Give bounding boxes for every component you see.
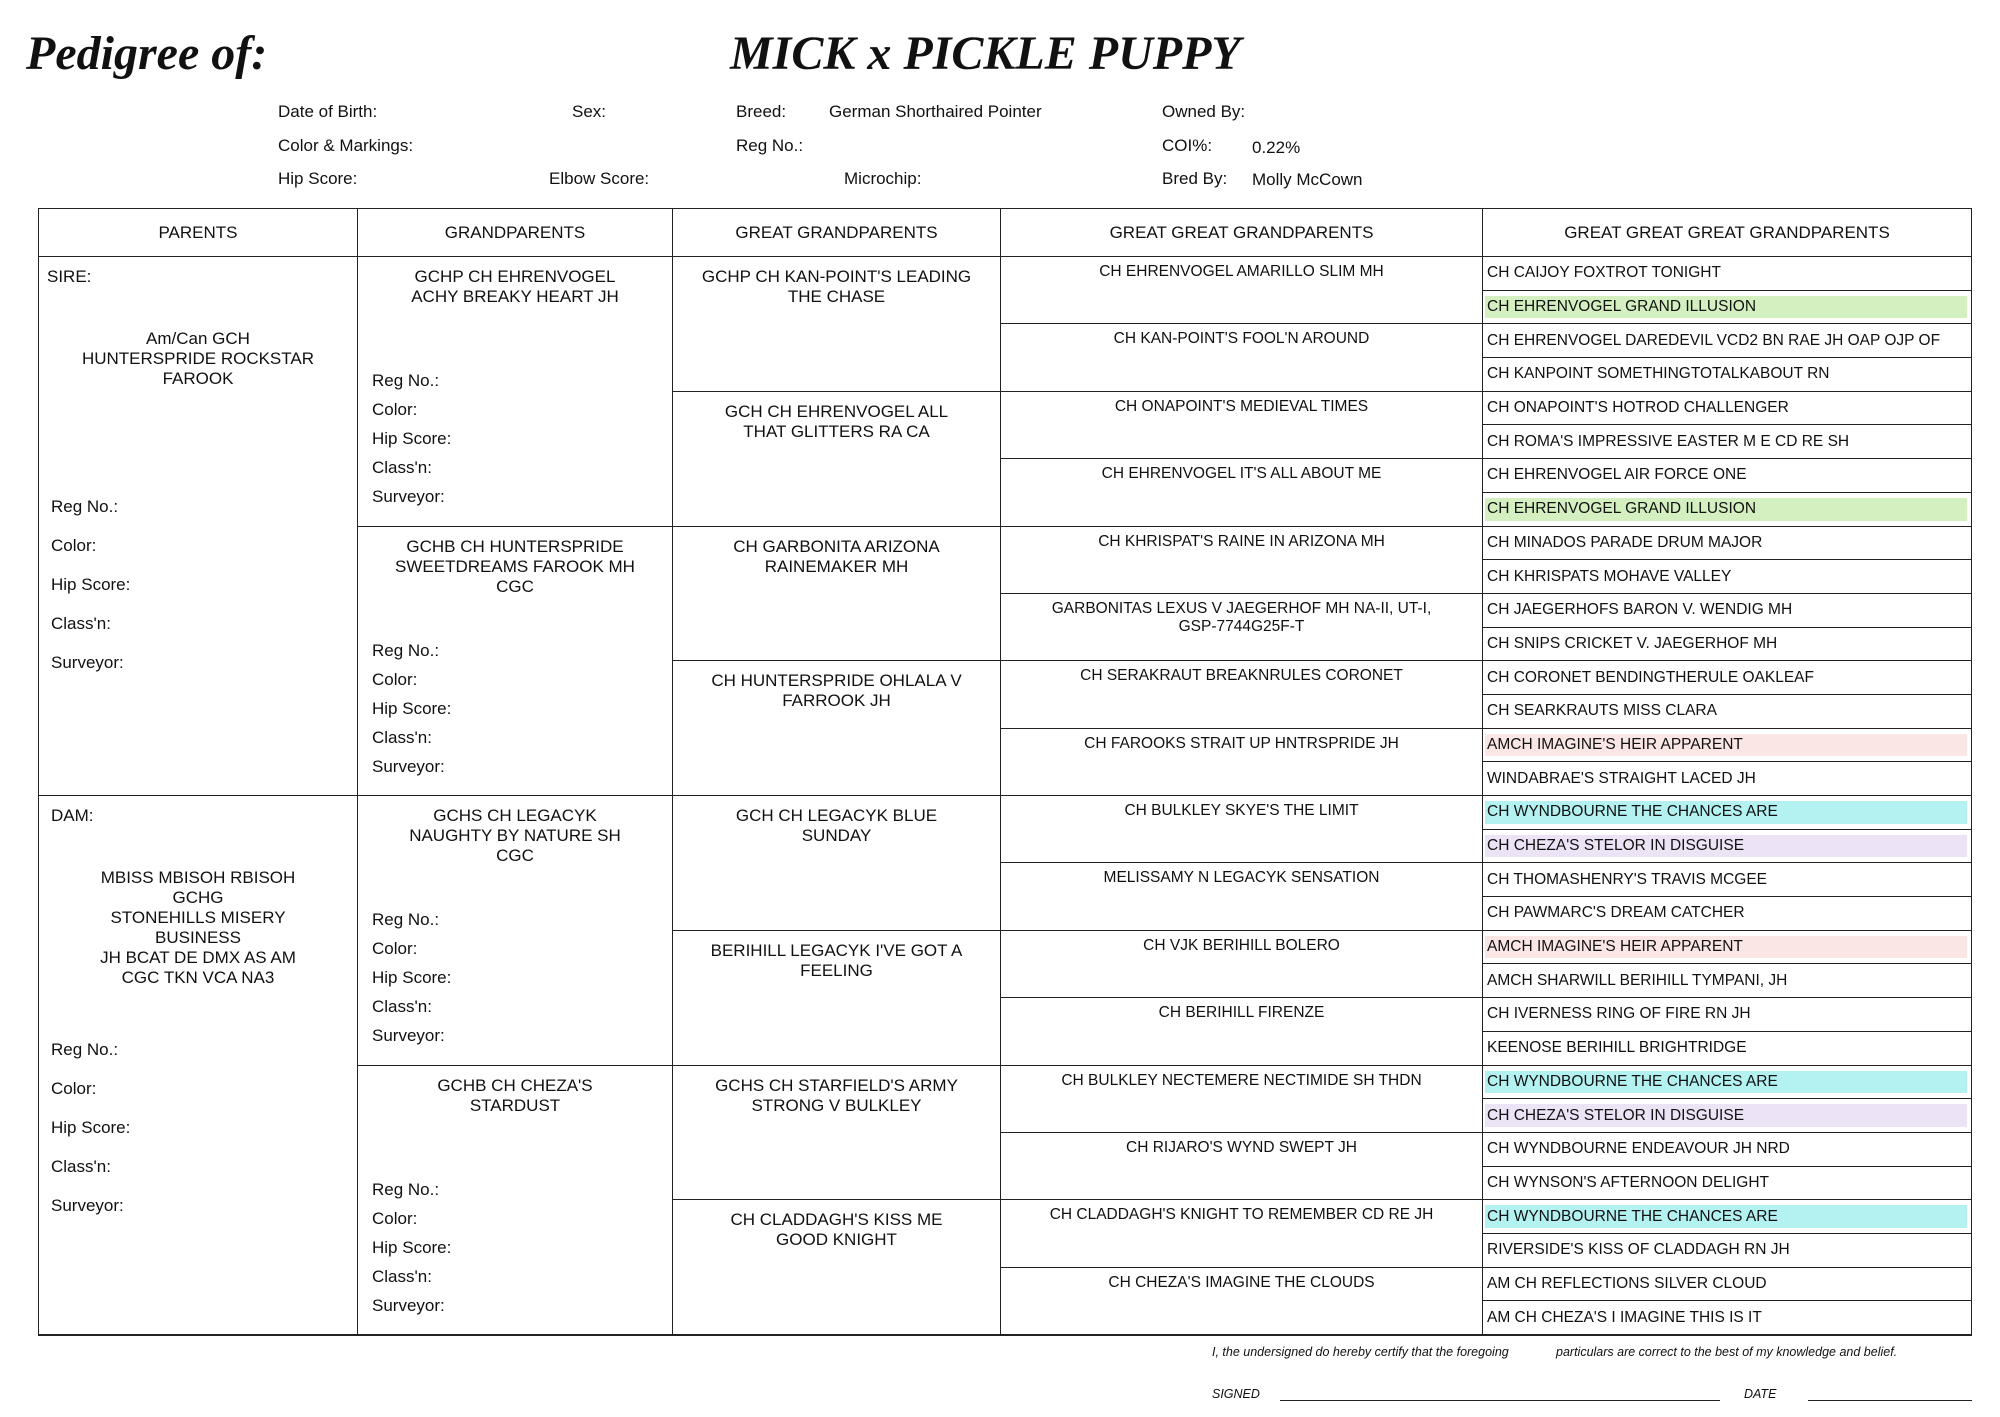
ggg-grandparent-cell (1483, 964, 1971, 998)
great-grandparent-name: BERIHILL LEGACYK I'VE GOT A FEELING (710, 940, 963, 980)
ggg-grandparent-name: CH SNIPS CRICKET V. JAEGERHOF MH (1487, 634, 1778, 652)
gg-grandparent-name: CH ONAPOINT'S MEDIEVAL TIMES (1114, 397, 1369, 415)
ggg-grandparent-cell (1483, 493, 1971, 527)
ggg-grandparent-cell (1483, 324, 1971, 358)
detail-label: Reg No.: (372, 371, 440, 390)
gg-grandparent-name: CH RIJARO'S WYND SWEPT JH (1126, 1138, 1357, 1156)
detail-label: Class'n: (372, 1266, 432, 1286)
ggg-grandparent-cell (1483, 358, 1971, 392)
ggg-grandparent-cell (1483, 1200, 1971, 1234)
great-grandparent-name: GCHP CH KAN-POINT'S LEADING THE CHASE (701, 267, 972, 306)
parent-role: DAM: (51, 806, 94, 825)
great-grandparent-name: GCHS CH STARFIELD'S ARMY STRONG V BULKLEY (715, 1075, 958, 1115)
color-markings-label: Color & Markings: (278, 136, 414, 155)
detail-label: Color: (372, 1208, 418, 1228)
gg-grandparent-name: CH BERIHILL FIRENZE (1158, 1004, 1325, 1022)
breed-value: German Shorthaired Pointer (829, 102, 1042, 121)
elbow-score-label: Elbow Score: (549, 169, 650, 188)
hip-score-label: Hip Score: (278, 169, 358, 188)
parent-detail-labels (51, 497, 130, 692)
detail-label: Reg No.: (372, 910, 440, 929)
grandparent-detail-labels (372, 1180, 451, 1325)
column-header-label: GRANDPARENTS (444, 222, 586, 242)
detail-label: Reg No.: (372, 1179, 440, 1199)
sex-label: Sex: (572, 102, 607, 121)
grandparent-cell (358, 527, 673, 797)
grandparent-detail-labels (372, 371, 451, 516)
ggg-grandparent-cell (1483, 257, 1971, 291)
ggg-grandparent-cell (1483, 1066, 1971, 1100)
ggg-grandparent-name: CH PAWMARC'S DREAM CATCHER (1487, 904, 1745, 922)
ggg-grandparent-cell (1483, 1268, 1971, 1302)
ggg-grandparent-name: CH WYNSON'S AFTERNOON DELIGHT (1487, 1173, 1769, 1191)
detail-label: Color: (372, 400, 418, 419)
detail-label: Color: (51, 536, 97, 555)
grandparent-cell (358, 257, 673, 527)
grandparent-detail-labels (372, 910, 451, 1055)
column-header-label: GREAT GRANDPARENTS (735, 222, 938, 242)
ggg-grandparent-cell (1483, 998, 1971, 1032)
column-header (39, 209, 358, 257)
gg-grandparent-cell (1001, 1133, 1483, 1200)
gg-grandparent-name: CH EHRENVOGEL IT'S ALL ABOUT ME (1101, 465, 1382, 483)
ggg-grandparent-name: CH EHRENVOGEL AIR FORCE ONE (1487, 466, 1747, 484)
gg-grandparent-cell (1001, 257, 1483, 324)
gg-grandparent-name: CH KHRISPAT'S RAINE IN ARIZONA MH (1098, 532, 1385, 550)
bred-by-label: Bred By: (1162, 169, 1228, 188)
parent-name: MBISS MBISOH RBISOH GCHG STONEHILLS MISERY BUSINESS JH BCAT DE DMX AS AM CGC TKN VCA NA3 (100, 868, 296, 987)
ggg-grandparent-name: CH CORONET BENDINGTHERULE OAKLEAF (1487, 668, 1814, 686)
detail-label: Surveyor: (51, 1196, 124, 1215)
ggg-grandparent-cell (1483, 661, 1971, 695)
great-grandparent-name: CH GARBONITA ARIZONA RAINEMAKER MH (733, 536, 940, 576)
detail-label: Class'n: (51, 614, 111, 633)
detail-label: Reg No.: (372, 640, 440, 660)
ggg-grandparent-cell (1483, 762, 1971, 796)
ggg-grandparent-cell (1483, 1133, 1971, 1167)
ggg-grandparent-name: CH IVERNESS RING OF FIRE RN JH (1487, 1005, 1751, 1023)
breed-label: Breed: (736, 102, 787, 121)
ggg-grandparent-cell (1483, 628, 1971, 662)
detail-label: Color: (372, 669, 418, 689)
gg-grandparent-name: CH VJK BERIHILL BOLERO (1143, 936, 1340, 954)
bred-by-value: Molly McCown (1252, 170, 1363, 189)
parent-detail-labels (51, 1040, 130, 1235)
detail-label: Reg No.: (51, 1040, 119, 1059)
parent-name: Am/Can GCH HUNTERSPRIDE ROCKSTAR FAROOK (81, 329, 315, 388)
grandparent-name: GCHB CH HUNTERSPRIDE SWEETDREAMS FAROOK MH CGC (395, 536, 635, 596)
detail-label: Hip Score: (372, 1237, 452, 1257)
ggg-grandparent-name: CH ONAPOINT'S HOTROD CHALLENGER (1487, 399, 1789, 417)
ggg-grandparent-name: CH EHRENVOGEL DAREDEVIL VCD2 BN RAE JH OAP OJP OF (1487, 331, 1941, 349)
coi-label: COI%: (1162, 136, 1213, 155)
gg-grandparent-cell (1001, 1066, 1483, 1133)
ggg-grandparent-cell (1483, 931, 1971, 965)
detail-label: Class'n: (51, 1157, 111, 1176)
ggg-grandparent-cell (1483, 560, 1971, 594)
ggg-grandparent-cell (1483, 1234, 1971, 1268)
ggg-grandparent-cell (1483, 594, 1971, 628)
ggg-grandparent-cell (1483, 459, 1971, 493)
ggg-grandparent-name: CH CAIJOY FOXTROT TONIGHT (1487, 264, 1721, 282)
great-grandparent-name: CH CLADDAGH'S KISS ME GOOD KNIGHT (730, 1210, 943, 1250)
ggg-grandparent-cell (1483, 796, 1971, 830)
ggg-grandparent-name: CH KHRISPATS MOHAVE VALLEY (1487, 567, 1732, 585)
gg-grandparent-cell (1001, 729, 1483, 796)
gg-grandparent-name: CH KAN-POINT'S FOOL'N AROUND (1113, 330, 1370, 348)
ggg-grandparent-cell (1483, 1032, 1971, 1066)
great-grandparent-cell (673, 527, 1001, 662)
gg-grandparent-name: GARBONITAS LEXUS V JAEGERHOF MH NA-II, UT-I, GSP-7744G25F-T (1051, 599, 1432, 635)
ggg-grandparent-name: CH MINADOS PARADE DRUM MAJOR (1487, 533, 1763, 551)
gg-grandparent-name: CH SERAKRAUT BREAKNRULES CORONET (1080, 667, 1403, 685)
ggg-grandparent-cell (1483, 695, 1971, 729)
ggg-grandparent-name: AM CH CHEZA'S I IMAGINE THIS IS IT (1487, 1308, 1762, 1326)
gg-grandparent-name: CH BULKLEY SKYE'S THE LIMIT (1124, 802, 1359, 819)
column-header (358, 209, 673, 257)
dam-cell (39, 796, 358, 1335)
pedigree-title-label: Pedigree of: (26, 27, 268, 80)
gg-grandparent-name: CH CLADDAGH'S KNIGHT TO REMEMBER CD RE JH (1049, 1206, 1434, 1224)
ggg-grandparent-cell (1483, 527, 1971, 561)
ggg-grandparent-name: CH EHRENVOGEL GRAND ILLUSION (1487, 500, 1757, 518)
ggg-grandparent-name: AMCH IMAGINE'S HEIR APPARENT (1487, 735, 1743, 753)
detail-label: Surveyor: (372, 487, 445, 506)
gg-grandparent-name: CH CHEZA'S IMAGINE THE CLOUDS (1108, 1273, 1375, 1291)
certification-text-2: particulars are correct to the best of my knowledge and belief. (1556, 1345, 1898, 1359)
reg-no-label: Reg No.: (736, 136, 804, 155)
ggg-grandparent-cell (1483, 1301, 1971, 1335)
great-grandparent-cell (673, 1066, 1001, 1201)
detail-label: Surveyor: (372, 1295, 445, 1315)
gg-grandparent-cell (1001, 931, 1483, 998)
ggg-grandparent-name: CH WYNDBOURNE THE CHANCES ARE (1487, 1072, 1778, 1090)
great-grandparent-cell (673, 392, 1001, 527)
ggg-grandparent-name: CH KANPOINT SOMETHINGTOTALKABOUT RN (1487, 365, 1830, 383)
great-grandparent-name: GCH CH LEGACYK BLUE SUNDAY (735, 806, 938, 845)
detail-label: Surveyor: (372, 756, 445, 776)
ggg-grandparent-cell (1483, 291, 1971, 325)
detail-label: Class'n: (372, 997, 432, 1016)
column-header-label: GREAT GREAT GREAT GRANDPARENTS (1564, 222, 1890, 242)
ggg-grandparent-name: WINDABRAE'S STRAIGHT LACED JH (1487, 769, 1756, 787)
great-grandparent-cell (673, 661, 1001, 796)
gg-grandparent-name: MELISSAMY N LEGACYK SENSATION (1103, 869, 1380, 887)
gg-grandparent-cell (1001, 1268, 1483, 1335)
certification-text-1: I, the undersigned do hereby certify that the foregoing (1212, 1345, 1509, 1359)
great-grandparent-cell (673, 931, 1001, 1066)
great-grandparent-cell (673, 257, 1001, 392)
grandparent-name: GCHP CH EHRENVOGEL ACHY BREAKY HEART JH (411, 267, 619, 306)
sire-cell (39, 257, 358, 796)
ggg-grandparent-cell (1483, 392, 1971, 426)
date-label: DATE (1744, 1387, 1777, 1401)
gg-grandparent-cell (1001, 324, 1483, 391)
detail-label: Color: (372, 939, 418, 958)
ggg-grandparent-name: KEENOSE BERIHILL BRIGHTRIDGE (1487, 1039, 1747, 1057)
gg-grandparent-name: CH FAROOKS STRAIT UP HNTRSPRIDE JH (1084, 734, 1399, 752)
ggg-grandparent-name: CH CHEZA'S STELOR IN DISGUISE (1487, 837, 1745, 855)
detail-label: Surveyor: (372, 1026, 445, 1045)
pedigree-table (38, 208, 1972, 1336)
grandparent-cell (358, 1066, 673, 1336)
gg-grandparent-name: CH BULKLEY NECTEMERE NECTIMIDE SH THDN (1061, 1071, 1422, 1089)
signed-label: SIGNED (1212, 1387, 1260, 1401)
ggg-grandparent-cell (1483, 425, 1971, 459)
date-line (1808, 1400, 1972, 1401)
grandparent-cell (358, 796, 673, 1066)
detail-label: Hip Score: (372, 698, 452, 718)
ggg-grandparent-name: AMCH IMAGINE'S HEIR APPARENT (1487, 938, 1743, 956)
grandparent-name: GCHS CH LEGACYK NAUGHTY BY NATURE SH CGC (409, 806, 621, 865)
gg-grandparent-cell (1001, 796, 1483, 863)
grandparent-detail-labels (372, 641, 451, 786)
detail-label: Reg No.: (51, 497, 119, 516)
signature-line (1280, 1400, 1720, 1401)
detail-label: Class'n: (372, 727, 432, 747)
ggg-grandparent-name: CH SEARKRAUTS MISS CLARA (1487, 702, 1717, 720)
gg-grandparent-cell (1001, 863, 1483, 930)
coi-value: 0.22% (1252, 138, 1301, 157)
microchip-label: Microchip: (844, 169, 922, 188)
ggg-grandparent-name: CH JAEGERHOFS BARON V. WENDIG MH (1487, 601, 1793, 619)
ggg-grandparent-name: CH EHRENVOGEL GRAND ILLUSION (1487, 298, 1757, 316)
detail-label: Surveyor: (51, 653, 124, 672)
gg-grandparent-cell (1001, 459, 1483, 526)
column-header (1001, 209, 1483, 257)
pedigree-dog-name: MICK x PICKLE PUPPY (730, 27, 1241, 80)
great-grandparent-cell (673, 1200, 1001, 1335)
gg-grandparent-cell (1001, 392, 1483, 459)
ggg-grandparent-cell (1483, 863, 1971, 897)
column-header (1483, 209, 1971, 257)
gg-grandparent-cell (1001, 527, 1483, 594)
ggg-grandparent-name: CH WYNDBOURNE THE CHANCES ARE (1487, 803, 1778, 821)
detail-label: Hip Score: (372, 968, 452, 987)
dob-label: Date of Birth: (278, 102, 378, 121)
detail-label: Hip Score: (372, 429, 452, 448)
great-grandparent-name: GCH CH EHRENVOGEL ALL THAT GLITTERS RA CA (724, 401, 949, 441)
detail-label: Color: (51, 1079, 97, 1098)
ggg-grandparent-cell (1483, 830, 1971, 864)
detail-label: Hip Score: (51, 575, 131, 594)
great-grandparent-cell (673, 796, 1001, 931)
ggg-grandparent-cell (1483, 1167, 1971, 1201)
ggg-grandparent-name: CH CHEZA'S STELOR IN DISGUISE (1487, 1106, 1745, 1124)
ggg-grandparent-name: RIVERSIDE'S KISS OF CLADDAGH RN JH (1487, 1241, 1790, 1259)
ggg-grandparent-name: AMCH SHARWILL BERIHILL TYMPANI, JH (1487, 971, 1788, 989)
ggg-grandparent-name: CH WYNDBOURNE THE CHANCES ARE (1487, 1207, 1778, 1225)
gg-grandparent-name: CH EHRENVOGEL AMARILLO SLIM MH (1099, 263, 1384, 280)
ggg-grandparent-name: CH THOMASHENRY'S TRAVIS MCGEE (1487, 870, 1767, 888)
ggg-grandparent-cell (1483, 897, 1971, 931)
ggg-grandparent-name: CH WYNDBOURNE ENDEAVOUR JH NRD (1487, 1140, 1790, 1158)
parent-role: SIRE: (47, 267, 92, 286)
gg-grandparent-cell (1001, 661, 1483, 728)
ggg-grandparent-name: CH ROMA'S IMPRESSIVE EASTER M E CD RE SH (1487, 432, 1850, 450)
gg-grandparent-cell (1001, 1200, 1483, 1267)
detail-label: Class'n: (372, 458, 432, 477)
ggg-grandparent-cell (1483, 1099, 1971, 1133)
ggg-grandparent-name: AM CH REFLECTIONS SILVER CLOUD (1487, 1274, 1767, 1292)
gg-grandparent-cell (1001, 998, 1483, 1065)
column-header (673, 209, 1001, 257)
grandparent-name: GCHB CH CHEZA'S STARDUST (437, 1075, 593, 1115)
gg-grandparent-cell (1001, 594, 1483, 661)
column-header-label: GREAT GREAT GRANDPARENTS (1109, 222, 1374, 242)
detail-label: Hip Score: (51, 1118, 131, 1137)
great-grandparent-name: CH HUNTERSPRIDE OHLALA V FARROOK JH (711, 671, 962, 711)
owned-by-label: Owned By: (1162, 102, 1246, 121)
column-header-label: PARENTS (158, 222, 238, 242)
ggg-grandparent-cell (1483, 729, 1971, 763)
